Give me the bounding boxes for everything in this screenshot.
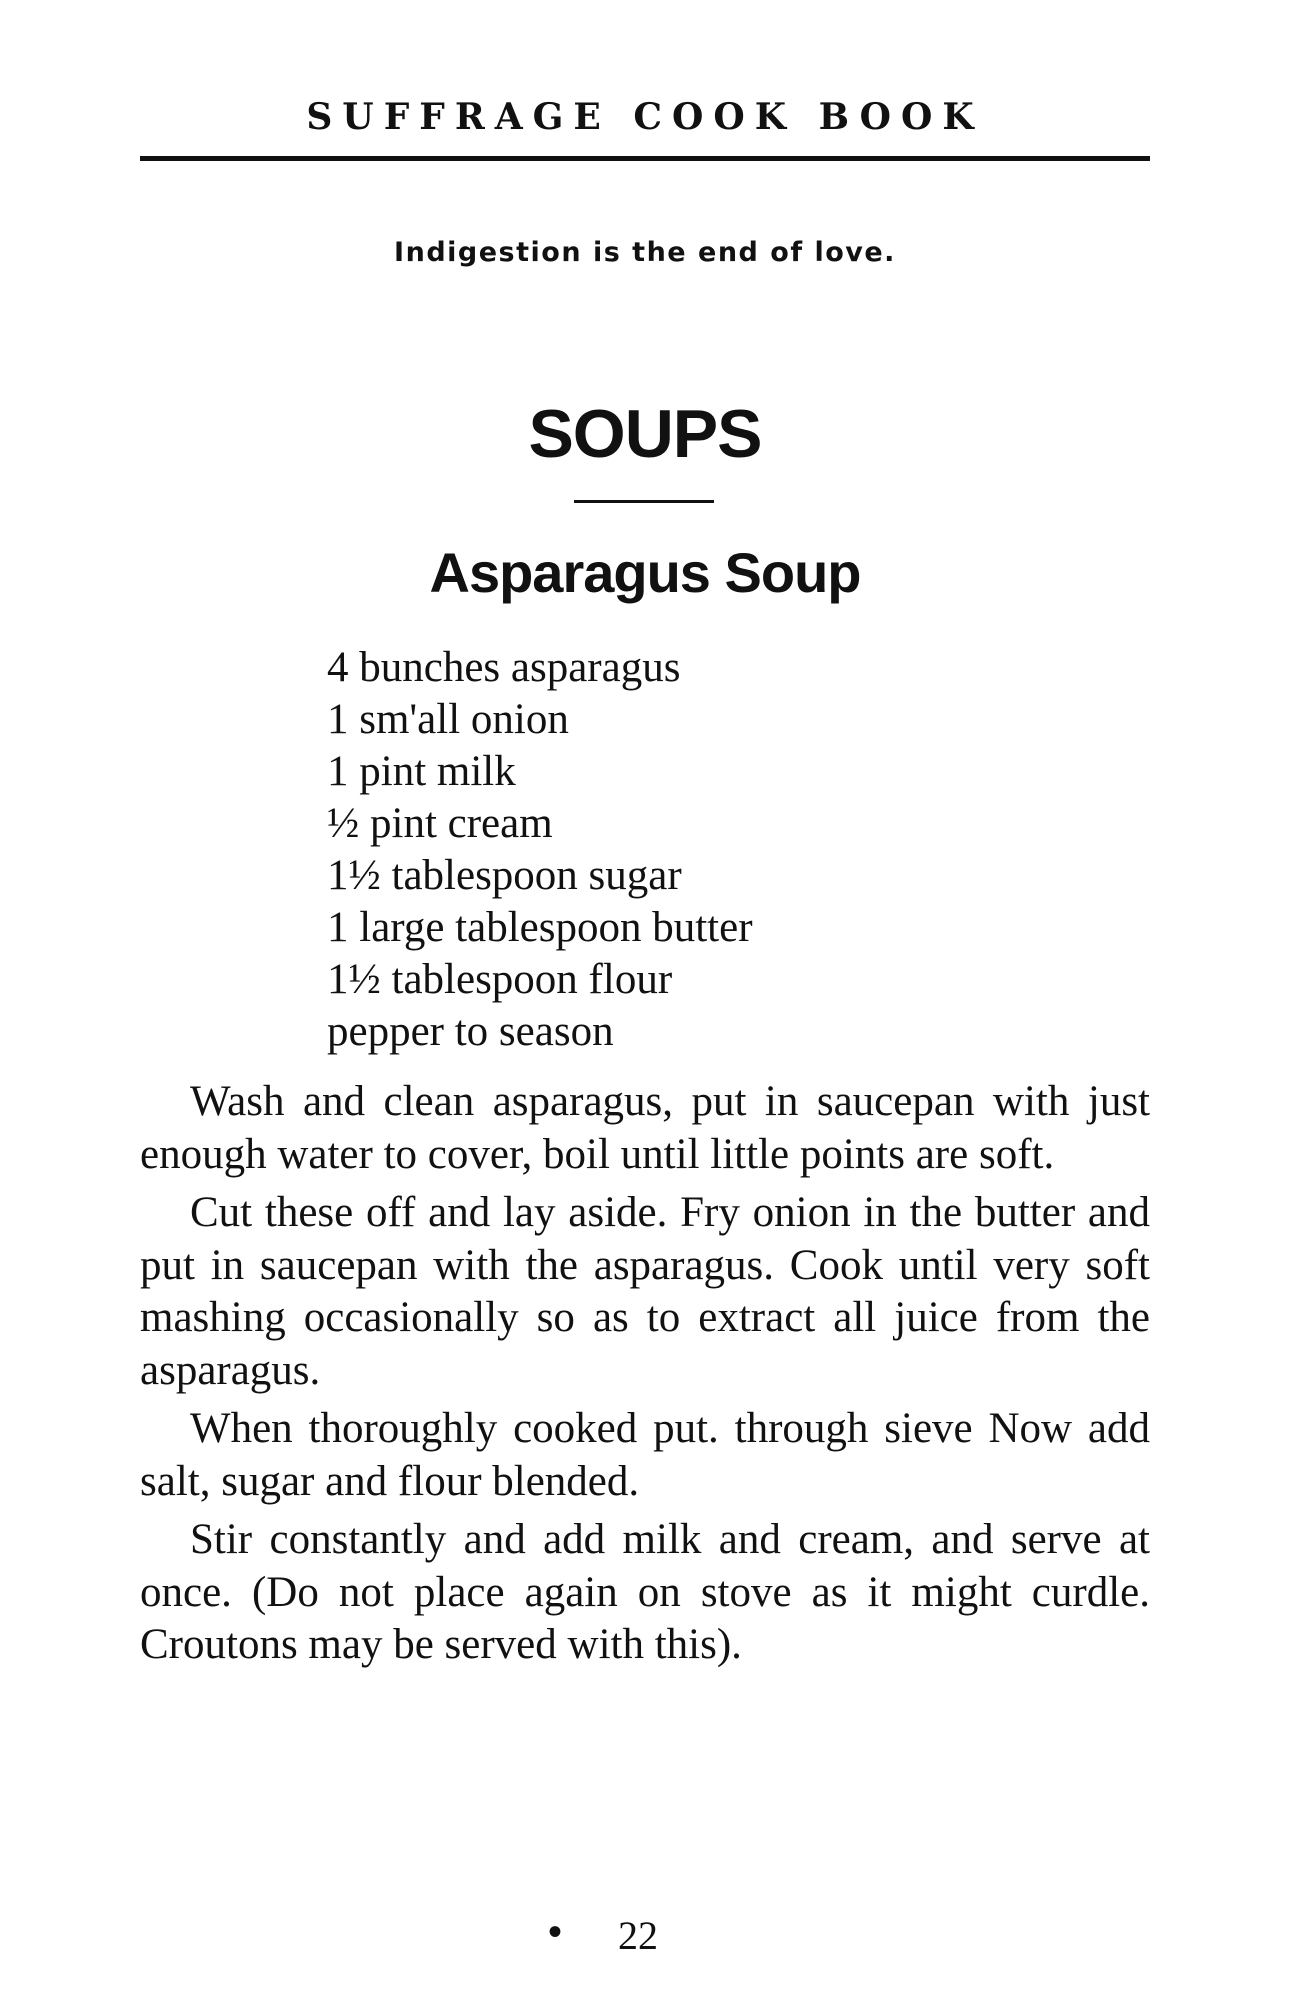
method-paragraph: Wash and clean asparagus, put in saucepan with just enough water to cover, boil until little points are soft. [140, 1078, 1150, 1178]
page-footer [540, 1908, 740, 1968]
running-head: SUFFRAGE COOK BOOK [306, 96, 984, 138]
recipe-title: Asparagus Soup [429, 541, 861, 604]
ingredient-item: ½ pint cream [327, 800, 553, 847]
recipe-method [140, 1076, 1150, 1678]
ingredient-item: 4 bunches asparagus [327, 644, 681, 691]
section-divider [574, 500, 714, 503]
ingredient-list [327, 642, 753, 1058]
epigraph: Indigestion is the end of love. [394, 237, 896, 268]
page-number: 22 [618, 1913, 658, 1958]
method-paragraph: Stir constantly and add milk and cream, and serve at once. (Do not place again on stove as it might curdle. Croutons may be served with this). [140, 1516, 1150, 1668]
method-paragraph: When thoroughly cooked put. through sieve Now add salt, sugar and flour blended. [140, 1405, 1150, 1505]
ingredient-item: 1 sm'all onion [327, 696, 569, 743]
ingredient-item: 1 large tablespoon butter [327, 904, 753, 951]
ingredient-item: 1½ tablespoon sugar [327, 852, 682, 899]
method-paragraph: Cut these off and lay aside. Fry onion in the butter and put in saucepan with the asparagus. Cook until very soft mashing occasionally so as to extract all juice from the asparagus. [140, 1189, 1150, 1394]
section-title: SOUPS [528, 396, 762, 472]
ingredient-item: 1 pint milk [327, 748, 516, 795]
ingredient-item: pepper to season [327, 1008, 614, 1055]
header-rule [140, 156, 1150, 161]
ingredient-item: 1½ tablespoon flour [327, 956, 673, 1003]
footer-dot: • [548, 1909, 563, 1954]
